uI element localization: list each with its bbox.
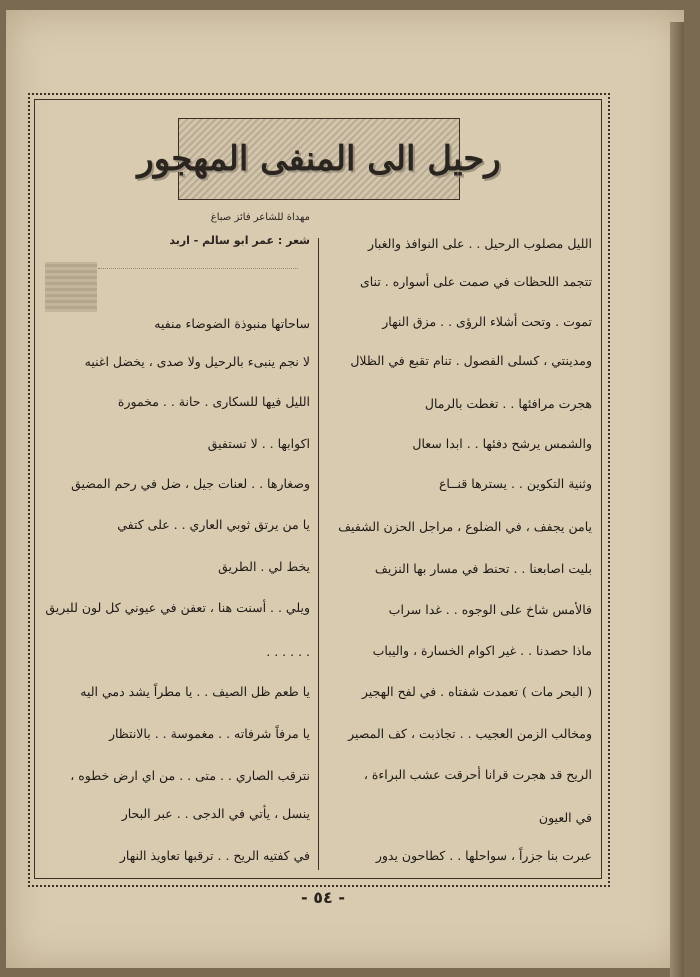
page-edge [670,22,684,977]
verse-line: الليل فيها للسكارى . حانة . . مخمورة [117,394,310,409]
verse-line: بليت اصابعنا . . تحنط في مسار بها النزيف [374,561,592,576]
verse-line: وثنية التكوين . . يسترها قنــاع [438,476,592,491]
verse-line: نترقب الصاري . . متى . . من اي ارض خطوه ، [70,768,310,783]
verse-line: في كفتيه الريح . . ترقبها تعاويذ النهار [119,848,310,863]
verse-line: والشمس يرشح دفئها . . ابدا سعال [412,436,592,451]
verse-line: هجرت مرافئها . . تغطت بالرمال [424,396,592,411]
verse-line: ينسل ، يأتي في الدجى . . عبر البحار [121,806,310,821]
verse-line: تتجمد اللحظات في صمت على أسواره . تناى [359,274,592,289]
verse-line: الريح قد هجرت قرانا أحرقت عشب البراءة ، [363,767,592,782]
verse-line: وصغارها . . لعنات جيل ، ضل في رحم المضيق [71,476,310,491]
verse-line: في العيون [538,810,592,825]
dedication: مهداة للشاعر فائز صباغ [210,212,310,223]
left-column [44,316,310,876]
verse-line: ويلي . . أسنت هنا ، تعفن في عيوني كل لون للبريق [45,600,310,615]
verse-line: ماذا حصدنا . . غير اكوام الخسارة ، واليباب [372,643,592,658]
verse-line: تموت . وتحت أشلاء الرؤى . . مزق النهار [382,314,592,329]
ornament-block [45,262,97,312]
column-divider [318,238,319,870]
title-banner [137,118,501,200]
verse-line: يا من يرتق ثوبي العاري . . على كتفي [117,517,310,532]
verse-line: لا نجم ينبىء بالرحيل ولا صدى ، يخضل اغنيه [84,354,310,369]
verse-line: ساحاتها منبوذة الضوضاء منفيه [154,316,310,331]
verse-line: يامن يجفف ، في الضلوع ، مراجل الحزن الشفيف [338,519,592,534]
verse-line: يا مرفاً شرفاته . . مغموسة . . بالانتظار [108,726,310,741]
verse-line: يا طعم ظل الصيف . . يا مطراً يشد دمي اليه [80,684,310,699]
verse-line: فالأمس شاخ على الوجوه . . غدا سراب [388,602,592,617]
verse-line: يخط لي . الطريق [218,559,310,574]
page-number: - ٥٤ - [301,888,345,907]
verse-line: . . . . . . [266,644,310,659]
author-credit: شعر : عمر ابو سالم - اربد [169,234,310,247]
verse-line: عبرت بنا جزراً ، سواحلها . . كطاحون يدور [375,848,592,863]
verse-line: اكوابها . . لا تستفيق [207,436,310,451]
right-column [330,236,592,876]
verse-line: ومدينتي ، كسلى الفصول . تنام تقبع في الظلال [350,353,592,368]
poem-title: رحيل الى المنفى المهجور [137,139,501,179]
ornament-line [98,268,298,309]
verse-line: الليل مصلوب الرحيل . . على النوافذ والغبار [368,236,592,251]
verse-line: ( البحر مات ) تعمدت شفتاه . في لفح الهجير [361,684,592,699]
verse-line: ومخالب الزمن العجيب . . تجاذبت ، كف المصير [348,726,592,741]
